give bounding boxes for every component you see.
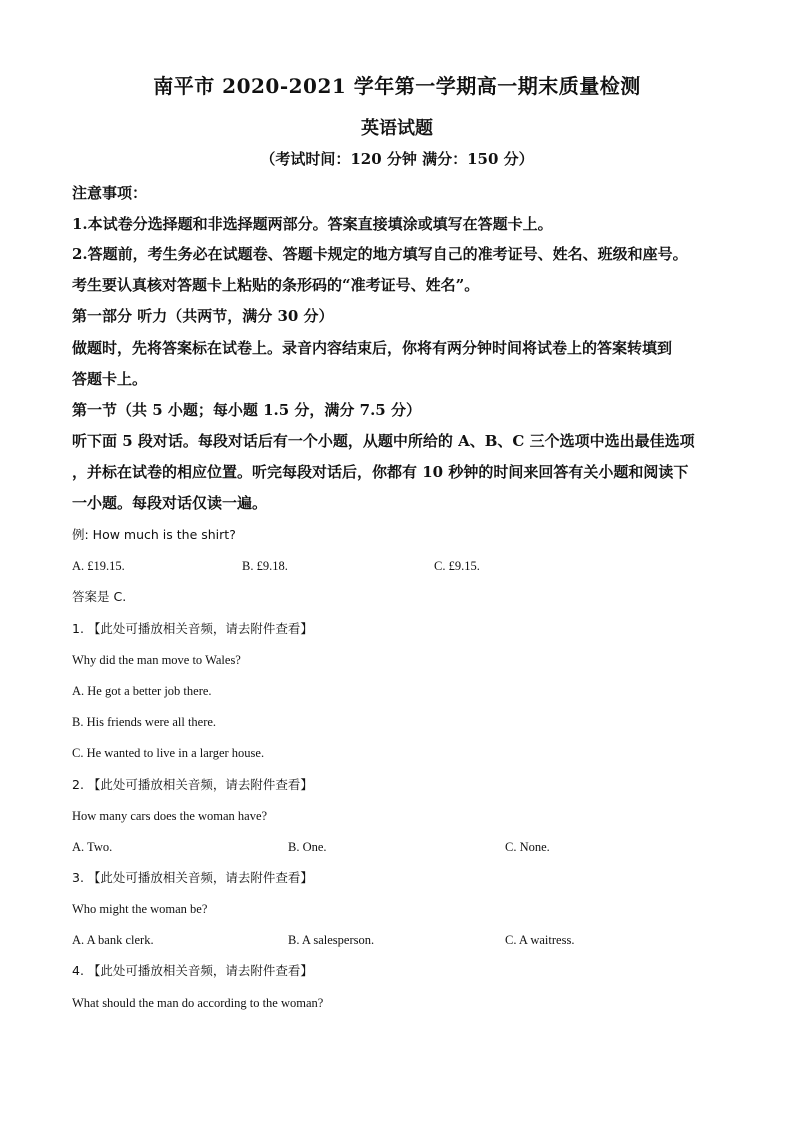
example-option-a: A. £19.15. xyxy=(72,559,125,573)
example-option-b: B. £9.18. xyxy=(242,559,288,573)
question-1-option-b: B. His friends were all there. xyxy=(72,715,217,729)
question-1-text: Why did the man move to Wales? xyxy=(72,653,241,667)
question-2-option-c: C. None. xyxy=(505,840,550,854)
section1-instruction-line-3: 一小题。每段对话仅读一遍。 xyxy=(72,494,268,512)
part1-instruction-line-1: 做题时，先将答案标在试卷上。录音内容结束后，你将有两分钟时间将试卷上的答案转填到 xyxy=(72,339,673,357)
question-3-option-b: B. A salesperson. xyxy=(288,933,375,947)
question-2-option-a: A. Two. xyxy=(72,840,113,854)
question-3-audio-note: 3. 【此处可播放相关音频，请去附件查看】 xyxy=(72,870,313,885)
question-2-audio-note: 2. 【此处可播放相关音频，请去附件查看】 xyxy=(72,777,313,792)
question-2-text: How many cars does the woman have? xyxy=(72,809,268,823)
section1-instruction-line-1: 听下面 5 段对话。每段对话后有一个小题，从题中所给的 A、B、C 三个选项中选出最佳选项 xyxy=(72,432,695,450)
notes-item-2-line-2: 考生要认真核对答题卡上粘贴的条形码的“准考证号、姓名”。 xyxy=(72,276,480,294)
exam-time-note: （考试时间：120 分钟 满分：150 分） xyxy=(260,150,534,168)
section1-instruction-line-2: ，并标在试卷的相应位置。听完每段对话后，你都有 10 秒钟的时间来回答有关小题和阅读下 xyxy=(72,463,689,481)
question-1-option-c: C. He wanted to live in a larger house. xyxy=(72,746,265,760)
question-1-audio-note: 1. 【此处可播放相关音频，请去附件查看】 xyxy=(72,621,313,636)
notes-item-2-line-1: 2.答题前，考生务必在试题卷、答题卡规定的地方填写自己的准考证号、姓名、班级和座号。 xyxy=(72,245,688,263)
exam-title: 南平市 2020-2021 学年第一学期高一期末质量检测 xyxy=(153,74,641,98)
question-4-audio-note: 4. 【此处可播放相关音频，请去附件查看】 xyxy=(72,963,313,978)
notes-heading: 注意事项： xyxy=(72,184,148,202)
example-question: 例: How much is the shirt? xyxy=(72,527,236,542)
question-3-option-a: A. A bank clerk. xyxy=(72,933,154,947)
example-option-c: C. £9.15. xyxy=(434,559,480,573)
question-1-option-a: A. He got a better job there. xyxy=(72,684,212,698)
example-answer: 答案是 C. xyxy=(72,589,127,604)
part1-instruction-line-2: 答题卡上。 xyxy=(72,370,148,388)
question-4-text: What should the man do according to the woman? xyxy=(72,996,324,1010)
question-2-option-b: B. One. xyxy=(288,840,327,854)
question-3-option-c: C. A waitress. xyxy=(505,933,575,947)
exam-subtitle: 英语试题 xyxy=(361,118,433,139)
notes-item-1: 1.本试卷分选择题和非选择题两部分。答案直接填涂或填写在答题卡上。 xyxy=(72,215,553,233)
question-3-text: Who might the woman be? xyxy=(72,902,208,916)
part1-heading: 第一部分 听力（共两节，满分 30 分） xyxy=(72,307,334,325)
section1-heading: 第一节（共 5 小题；每小题 1.5 分，满分 7.5 分） xyxy=(72,401,421,419)
